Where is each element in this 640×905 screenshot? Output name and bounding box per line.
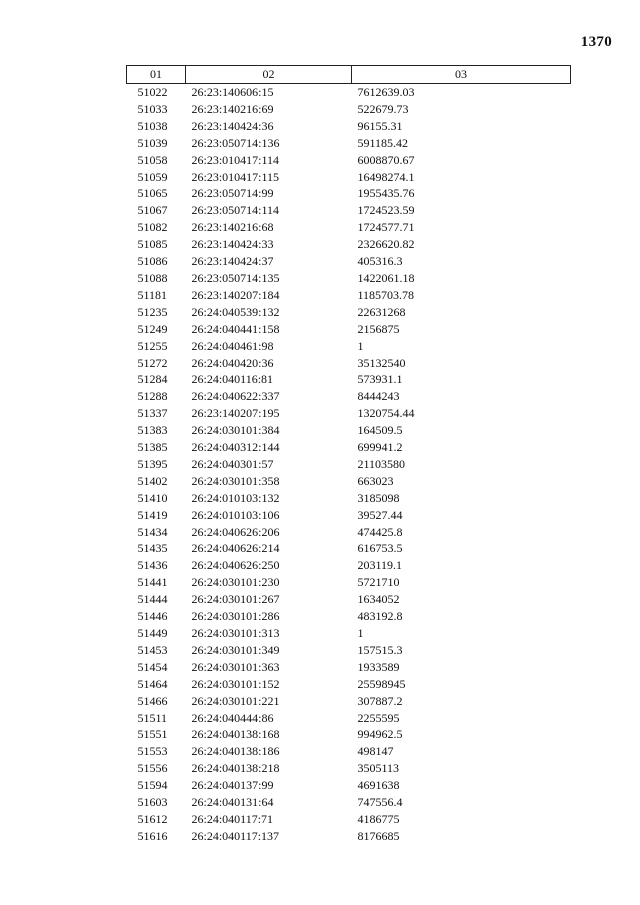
cadastral-number-cell: 26:23:050714:135	[191, 270, 280, 285]
row-id-cell: 51395	[137, 456, 168, 471]
cadastral-number-cell: 26:24:040138:168	[191, 727, 280, 742]
table-row	[127, 608, 571, 625]
cadastral-number-cell: 26:24:030101:349	[191, 642, 280, 657]
table-row	[127, 152, 571, 169]
cadastral-number-cell: 26:23:140424:33	[191, 237, 274, 252]
value-cell: 1320754.44	[357, 406, 415, 421]
value-cell: 1634052	[357, 592, 400, 607]
row-id-cell: 51383	[137, 423, 168, 438]
cadastral-number-cell: 26:24:040117:137	[191, 828, 280, 843]
row-id-cell: 51022	[137, 85, 168, 99]
row-id-cell: 51551	[137, 727, 168, 742]
cadastral-number-cell: 26:23:140216:69	[191, 101, 274, 116]
cadastral-number-cell: 26:24:040461:98	[191, 338, 274, 353]
cadastral-number-cell: 26:24:030101:384	[191, 423, 280, 438]
table-row	[127, 439, 571, 456]
value-cell: 7612639.03	[357, 85, 415, 99]
row-id-cell: 51337	[137, 406, 168, 421]
table-row	[127, 574, 571, 591]
table-row	[127, 185, 571, 202]
cadastral-number-cell: 26:23:140424:37	[191, 254, 274, 269]
cadastral-number-cell: 26:24:030101:230	[191, 575, 280, 590]
row-id-cell: 51603	[137, 795, 168, 810]
row-id-cell: 51419	[137, 507, 168, 522]
value-cell: 1185703.78	[357, 287, 415, 302]
row-id-cell: 51449	[137, 626, 168, 640]
cadastral-number-cell: 26:24:040116:81	[191, 372, 274, 387]
table-row	[127, 490, 571, 507]
table-row	[127, 591, 571, 608]
table-row	[127, 236, 571, 253]
table-row	[127, 84, 571, 101]
table-row	[127, 422, 571, 439]
value-cell: 6008870.67	[357, 152, 415, 167]
value-cell: 3185098	[357, 490, 400, 505]
row-id-cell: 51088	[137, 270, 168, 285]
table-row	[127, 253, 571, 270]
value-cell: 8444243	[357, 389, 400, 404]
value-cell: 994962.5	[357, 727, 403, 742]
value-cell: 498147	[357, 744, 394, 759]
value-cell: 474425.8	[357, 524, 403, 539]
cadastral-number-cell: 26:24:040444:86	[191, 710, 274, 725]
cadastral-number-cell: 26:24:040441:158	[191, 321, 280, 336]
table-row	[127, 371, 571, 388]
row-id-cell: 51454	[137, 659, 168, 674]
value-cell: 35132540	[357, 355, 406, 370]
cadastral-number-cell: 26:24:030101:221	[191, 693, 280, 708]
cadastral-number-cell: 26:24:040312:144	[191, 440, 280, 455]
value-cell: 1955435.76	[357, 186, 415, 201]
cadastral-number-cell: 26:24:040137:99	[191, 778, 274, 793]
row-id-cell: 51085	[137, 237, 168, 252]
table-row	[127, 321, 571, 338]
table-row	[127, 777, 571, 794]
value-cell: 21103580	[357, 456, 406, 471]
row-id-cell: 51255	[137, 338, 168, 353]
column-header-02: 02	[186, 66, 352, 84]
value-cell: 616753.5	[357, 541, 403, 556]
cadastral-number-cell: 26:23:140207:184	[191, 287, 280, 302]
table-row	[127, 507, 571, 524]
table-row	[127, 557, 571, 574]
cadastral-number-cell: 26:24:040622:337	[191, 389, 280, 404]
row-id-cell: 51464	[137, 676, 168, 691]
cadastral-number-cell: 26:23:050714:136	[191, 135, 280, 150]
row-id-cell: 51444	[137, 592, 168, 607]
value-cell: 663023	[357, 473, 394, 488]
value-cell: 747556.4	[357, 795, 403, 810]
table-row	[127, 101, 571, 118]
cadastral-number-cell: 26:24:030101:286	[191, 609, 280, 624]
row-id-cell: 51402	[137, 473, 168, 488]
row-id-cell: 51038	[137, 118, 168, 133]
table-row	[127, 659, 571, 676]
table-row	[127, 540, 571, 557]
cadastral-number-cell: 26:23:050714:99	[191, 186, 274, 201]
value-cell: 25598945	[357, 676, 406, 691]
row-id-cell: 51086	[137, 254, 168, 269]
cadastral-number-cell: 26:24:040539:132	[191, 304, 280, 319]
column-header-01: 01	[127, 66, 186, 84]
value-cell: 405316.3	[357, 254, 403, 269]
row-id-cell: 51249	[137, 321, 168, 336]
row-id-cell: 51441	[137, 575, 168, 590]
cadastral-number-cell: 26:24:010103:106	[191, 507, 280, 522]
row-id-cell: 51511	[137, 710, 168, 725]
value-cell: 699941.2	[357, 440, 403, 455]
cadastral-number-cell: 26:24:040626:214	[191, 541, 280, 556]
row-id-cell: 51059	[137, 169, 168, 184]
table-row	[127, 760, 571, 777]
table-row	[127, 304, 571, 321]
row-id-cell: 51612	[137, 811, 168, 826]
value-cell: 522679.73	[357, 101, 409, 116]
value-cell: 591185.42	[357, 135, 409, 150]
table-row	[127, 726, 571, 743]
value-cell: 573931.1	[357, 372, 403, 387]
table-row	[127, 710, 571, 727]
cadastral-number-cell: 26:24:040626:206	[191, 524, 280, 539]
table-row	[127, 811, 571, 828]
table-row	[127, 169, 571, 186]
table-row	[127, 355, 571, 372]
row-id-cell: 51453	[137, 642, 168, 657]
row-id-cell: 51235	[137, 304, 168, 319]
cadastral-number-cell: 26:23:010417:115	[191, 169, 280, 184]
table-row	[127, 338, 571, 355]
value-cell: 2255595	[357, 710, 400, 725]
cadastral-number-cell: 26:24:040131:64	[191, 795, 274, 810]
table-row	[127, 642, 571, 659]
row-id-cell: 51446	[137, 609, 168, 624]
value-cell: 1724577.71	[357, 220, 415, 235]
cadastral-value-table	[126, 65, 571, 845]
value-cell: 164509.5	[357, 423, 403, 438]
table-row	[127, 743, 571, 760]
value-cell: 1724523.59	[357, 203, 415, 218]
table-row	[127, 202, 571, 219]
column-header-03: 03	[352, 66, 571, 84]
table-row	[127, 118, 571, 135]
row-id-cell: 51039	[137, 135, 168, 150]
row-id-cell: 51436	[137, 558, 168, 573]
cadastral-number-cell: 26:23:010417:114	[191, 152, 280, 167]
value-cell: 2156875	[357, 321, 400, 336]
value-cell: 8176685	[357, 828, 400, 843]
value-cell: 1422061.18	[357, 270, 415, 285]
value-cell: 3505113	[357, 761, 400, 776]
cadastral-number-cell: 26:24:010103:132	[191, 490, 280, 505]
table-row	[127, 456, 571, 473]
table-header-row	[127, 66, 571, 84]
row-id-cell: 51033	[137, 101, 168, 116]
row-id-cell: 51553	[137, 744, 168, 759]
cadastral-number-cell: 26:24:040117:71	[191, 811, 274, 826]
row-id-cell: 51181	[137, 287, 168, 302]
row-id-cell: 51067	[137, 203, 168, 218]
value-cell: 4186775	[357, 811, 400, 826]
value-cell: 16498274.1	[357, 169, 415, 184]
table-row	[127, 693, 571, 710]
row-id-cell: 51385	[137, 440, 168, 455]
cadastral-number-cell: 26:23:140424:36	[191, 118, 274, 133]
row-id-cell: 51466	[137, 693, 168, 708]
value-cell: 1933589	[357, 659, 400, 674]
table-row	[127, 270, 571, 287]
table-row	[127, 473, 571, 490]
table-row	[127, 794, 571, 811]
row-id-cell: 51065	[137, 186, 168, 201]
table-row	[127, 676, 571, 693]
cadastral-number-cell: 26:24:040138:186	[191, 744, 280, 759]
table-row	[127, 828, 571, 845]
table-row	[127, 405, 571, 422]
row-id-cell: 51435	[137, 541, 168, 556]
cadastral-number-cell: 26:24:040301:57	[191, 456, 274, 471]
cadastral-number-cell: 26:24:040420:36	[191, 355, 274, 370]
table-row	[127, 135, 571, 152]
page-number: 1370	[580, 34, 612, 50]
row-id-cell: 51556	[137, 761, 168, 776]
cadastral-number-cell: 26:24:030101:358	[191, 473, 280, 488]
row-id-cell: 51288	[137, 389, 168, 404]
cadastral-number-cell: 26:23:140606:15	[191, 85, 274, 99]
table-row	[127, 625, 571, 642]
value-cell: 483192.8	[357, 609, 403, 624]
row-id-cell: 51284	[137, 372, 168, 387]
value-cell: 96155.31	[357, 118, 403, 133]
table-body	[127, 84, 571, 845]
value-cell: 203119.1	[357, 558, 403, 573]
cadastral-number-cell: 26:24:040138:218	[191, 761, 280, 776]
cadastral-number-cell: 26:24:030101:152	[191, 676, 280, 691]
value-cell: 157515.3	[357, 642, 403, 657]
cadastral-number-cell: 26:24:030101:267	[191, 592, 280, 607]
cadastral-number-cell: 26:24:030101:313	[191, 626, 280, 640]
value-cell: 4691638	[357, 778, 400, 793]
table-row	[127, 219, 571, 236]
row-id-cell: 51594	[137, 778, 168, 793]
row-id-cell: 51058	[137, 152, 168, 167]
row-id-cell: 51272	[137, 355, 168, 370]
row-id-cell: 51616	[137, 828, 168, 843]
cadastral-number-cell: 26:23:140207:195	[191, 406, 280, 421]
cadastral-number-cell: 26:24:040626:250	[191, 558, 280, 573]
value-cell: 2326620.82	[357, 237, 415, 252]
value-cell: 22631268	[357, 304, 406, 319]
row-id-cell: 51434	[137, 524, 168, 539]
value-cell: 307887.2	[357, 693, 403, 708]
cadastral-number-cell: 26:23:050714:114	[191, 203, 280, 218]
value-cell: 1	[357, 626, 364, 640]
table-row	[127, 287, 571, 304]
value-cell: 1	[357, 338, 364, 353]
table-row	[127, 388, 571, 405]
value-cell: 5721710	[357, 575, 400, 590]
row-id-cell: 51410	[137, 490, 168, 505]
table-row	[127, 524, 571, 541]
cadastral-number-cell: 26:23:140216:68	[191, 220, 274, 235]
row-id-cell: 51082	[137, 220, 168, 235]
cadastral-number-cell: 26:24:030101:363	[191, 659, 280, 674]
value-cell: 39527.44	[357, 507, 403, 522]
